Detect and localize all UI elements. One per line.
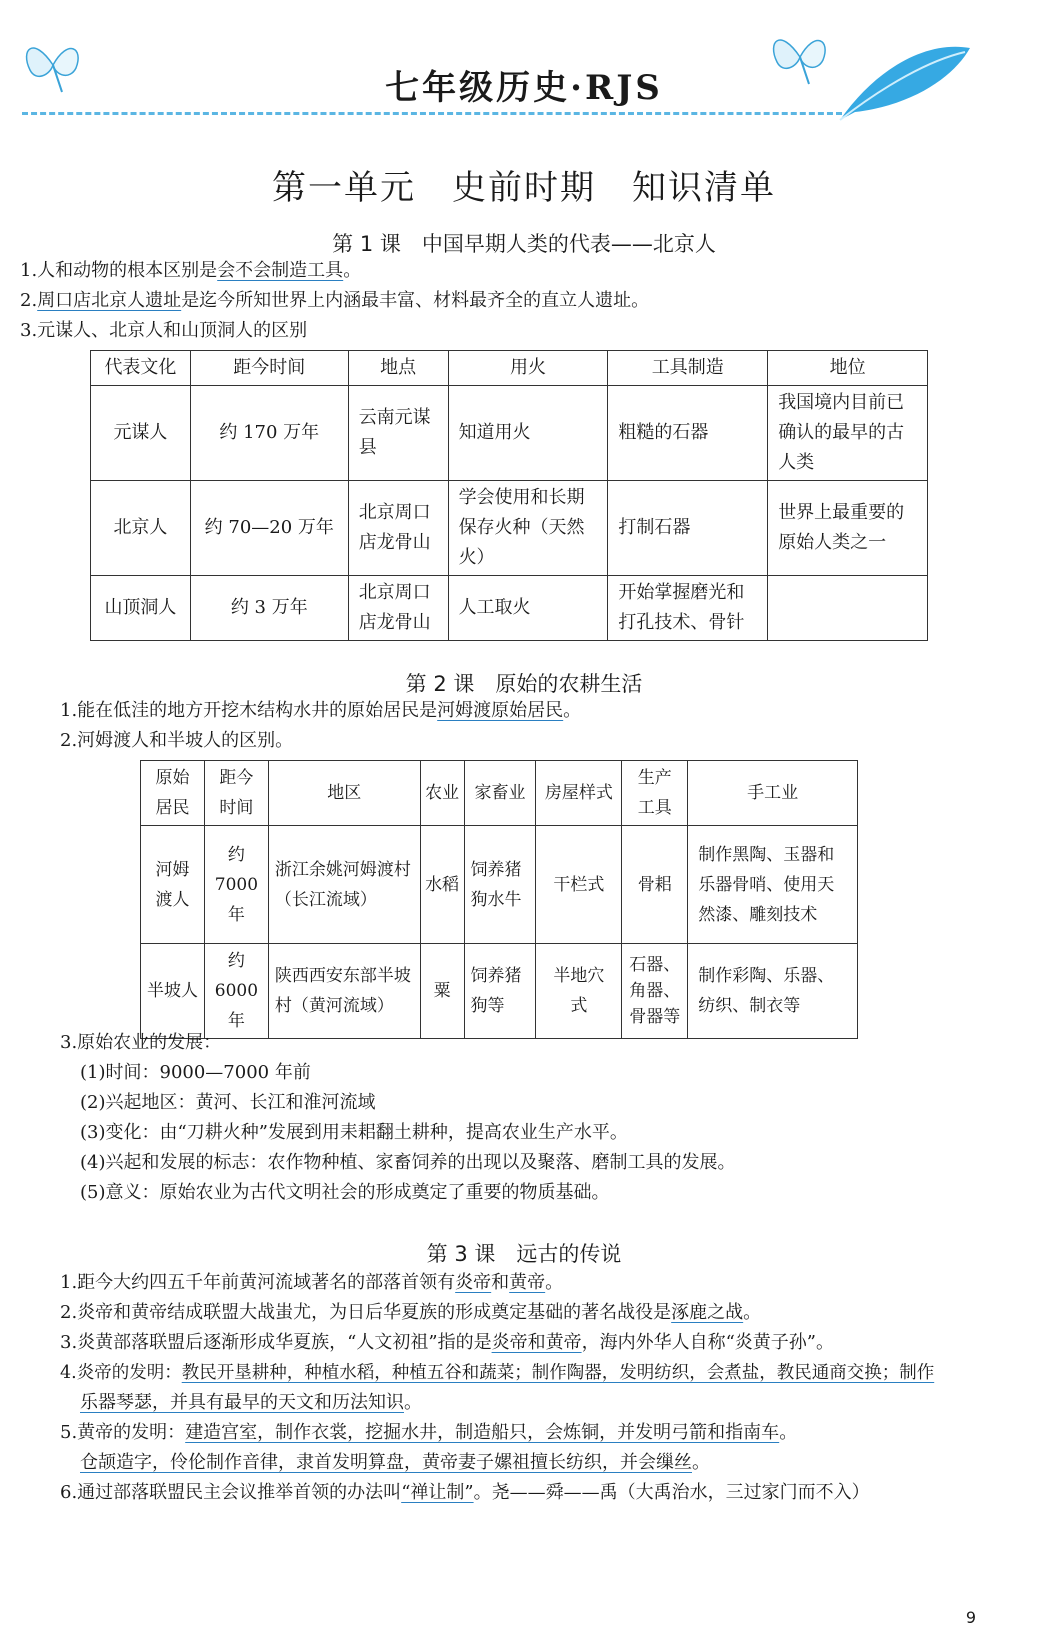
table-cell: 粟 [420, 944, 464, 1039]
table-header: 距今时间 [204, 761, 268, 826]
table-cell: 约 170 万年 [190, 386, 348, 481]
table-header: 农业 [420, 761, 464, 826]
table-cell: 约 3 万年 [190, 576, 348, 641]
lesson-3-item: 5.黄帝的发明：建造宫室，制作衣裳，挖掘水井，制造船只，会炼铜，并发明弓箭和指南车。 [60, 1422, 798, 1443]
lesson-2-item: 2.河姆渡人和半坡人的区别。 [60, 730, 294, 751]
header-title: 七年级历史·RJS [385, 68, 663, 108]
table-header: 原始居民 [141, 761, 205, 826]
lesson-1-item: 3.元谋人、北京人和山顶洞人的区别 [20, 320, 308, 341]
table-row [91, 576, 928, 641]
table-cell: 知道用火 [448, 386, 608, 481]
table-cell: 北京周口店龙骨山 [348, 481, 448, 576]
table-header: 工具制造 [608, 351, 768, 386]
table-header: 手工业 [688, 761, 858, 826]
table-header: 距今时间 [190, 351, 348, 386]
table-cell: 元谋人 [91, 386, 191, 481]
table-header-row [141, 761, 858, 826]
agriculture-development-item: (5)意义：原始农业为古代文明社会的形成奠定了重要的物质基础。 [80, 1182, 610, 1203]
table-header: 家畜业 [464, 761, 536, 826]
lesson-1-item: 2.周口店北京人遗址是迄今所知世界上内涵最丰富、材料最齐全的直立人遗址。 [20, 290, 650, 311]
table-cell: 打制石器 [608, 481, 768, 576]
table-cell: 石器、角器、骨器等 [622, 944, 688, 1039]
table-row [141, 826, 858, 944]
table-cell: 北京周口店龙骨山 [348, 576, 448, 641]
table-cell: 饲养猪狗水牛 [464, 826, 536, 944]
table-header: 代表文化 [91, 351, 191, 386]
table-row [91, 481, 928, 576]
table-cell: 开始掌握磨光和打孔技术、骨针 [608, 576, 768, 641]
table-header: 地区 [268, 761, 420, 826]
agriculture-development-item: (2)兴起地区：黄河、长江和淮河流域 [80, 1092, 376, 1113]
table-cell: 山顶洞人 [91, 576, 191, 641]
table-cell: 世界上最重要的原始人类之一 [768, 481, 928, 576]
lesson-3-item: 3.炎黄部落联盟后逐渐形成华夏族，“人文初祖”指的是炎帝和黄帝，海内外华人自称“炎黄子孙”。 [60, 1332, 834, 1353]
table-cell: 浙江余姚河姆渡村（长江流域） [268, 826, 420, 944]
table-cell: 水稻 [420, 826, 464, 944]
table-cell: 人工取火 [448, 576, 608, 641]
lesson-3-item: 1.距今大约四五千年前黄河流域著名的部落首领有炎帝和黄帝。 [60, 1272, 564, 1293]
lesson-3-item: 6.通过部落联盟民主会议推举首领的办法叫“禅让制”。尧——舜——禹（大禹治水，三过家门而不入） [60, 1482, 870, 1503]
table-cell: 粗糙的石器 [608, 386, 768, 481]
table-header-row [91, 351, 928, 386]
header-divider [22, 112, 842, 115]
table-cell: 云南元谋县 [348, 386, 448, 481]
table-cell: 制作黑陶、玉器和乐器骨哨、使用天然漆、雕刻技术 [688, 826, 858, 944]
table-cell: 制作彩陶、乐器、纺织、制衣等 [688, 944, 858, 1039]
table-cell: 学会使用和长期保存火种（天然火） [448, 481, 608, 576]
table-cell: 北京人 [91, 481, 191, 576]
agriculture-development-item: (3)变化：由“刀耕火种”发展到用耒耜翻土耕种，提高农业生产水平。 [80, 1122, 628, 1143]
unit-title: 第一单元 史前时期 知识清单 [272, 168, 776, 208]
table-cell: 半坡人 [141, 944, 205, 1039]
lesson-3-item: 2.炎帝和黄帝结成联盟大战蚩尤，为日后华夏族的形成奠定基础的著名战役是涿鹿之战。 [60, 1302, 762, 1323]
table-cell: 我国境内目前已确认的最早的古人类 [768, 386, 928, 481]
farming-table [140, 760, 858, 1039]
table-cell: 河姆渡人 [141, 826, 205, 944]
table-row [91, 386, 928, 481]
early-humans-table [90, 350, 928, 641]
lesson-1-item: 1.人和动物的根本区别是会不会制造工具。 [20, 260, 362, 281]
table-cell: 约 7000 年 [204, 826, 268, 944]
lesson-3-title: 第 3 课 远古的传说 [426, 1242, 622, 1266]
table-header: 地位 [768, 351, 928, 386]
table-cell [768, 576, 928, 641]
table-header: 用火 [448, 351, 608, 386]
table-header: 地点 [348, 351, 448, 386]
table-cell: 骨耜 [622, 826, 688, 944]
table-cell: 陕西西安东部半坡村（黄河流域） [268, 944, 420, 1039]
table-header: 生产工具 [622, 761, 688, 826]
table-cell: 干栏式 [536, 826, 622, 944]
lesson-1-title: 第 1 课 中国早期人类的代表——北京人 [332, 232, 716, 256]
agriculture-development-item: (1)时间：9000—7000 年前 [80, 1062, 311, 1083]
lesson-3-item: 4.炎帝的发明：教民开垦耕种，种植水稻，种植五谷和蔬菜；制作陶器，发明纺织，会煮盐，教民通商交换；制作 [60, 1363, 935, 1383]
table-cell: 半地穴式 [536, 944, 622, 1039]
table-row [141, 944, 858, 1039]
page-number: 9 [965, 1608, 976, 1627]
lesson-3-item-continued: 乐器琴瑟，并具有最早的天文和历法知识。 [80, 1392, 422, 1413]
lesson-3-item-continued: 仓颉造字，伶伦制作音律，隶首发明算盘，黄帝妻子嫘祖擅长纺织，并会缫丝。 [80, 1452, 710, 1473]
table-header: 房屋样式 [536, 761, 622, 826]
agriculture-development-title: 3.原始农业的发展： [60, 1032, 222, 1053]
agriculture-development-item: (4)兴起和发展的标志：农作物种植、家畜饲养的出现以及聚落、磨制工具的发展。 [80, 1152, 736, 1173]
table-cell: 约 70—20 万年 [190, 481, 348, 576]
table-cell: 饲养猪狗等 [464, 944, 536, 1039]
table-cell: 约 6000 年 [204, 944, 268, 1039]
lesson-2-item: 1.能在低洼的地方开挖木结构水井的原始居民是河姆渡原始居民。 [60, 700, 582, 721]
lesson-2-title: 第 2 课 原始的农耕生活 [405, 672, 643, 696]
